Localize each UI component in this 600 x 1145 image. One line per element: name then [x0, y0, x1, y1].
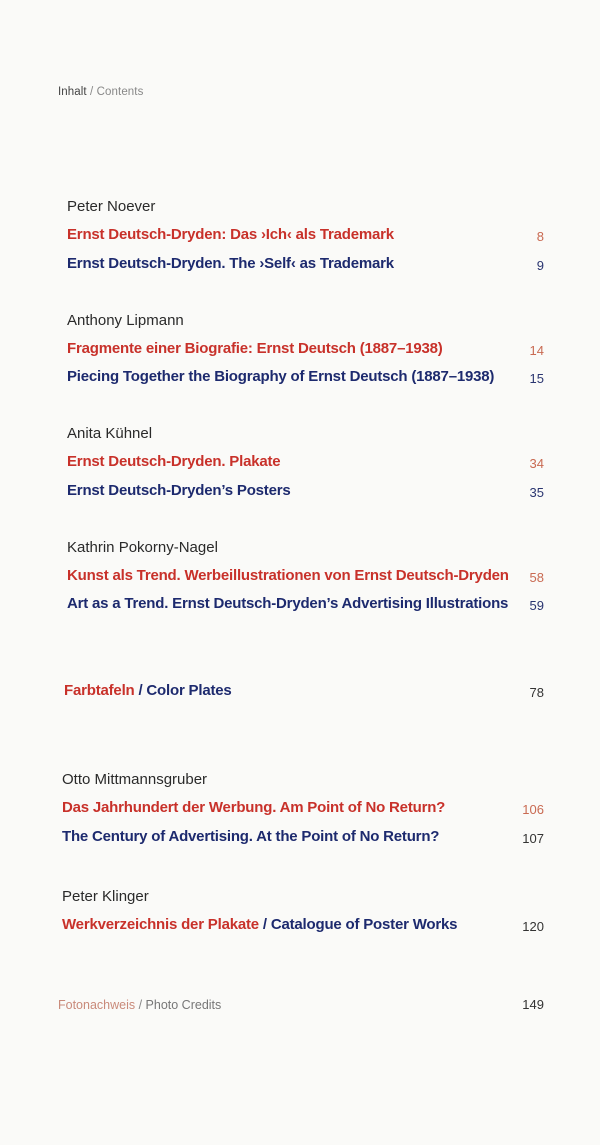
toc-entry-title: Fragmente einer Biografie: Ernst Deutsch (1887–1938) — [67, 340, 443, 357]
photo-credits-entry — [58, 998, 221, 1012]
photo-credits-de: Fotonachweis — [58, 998, 136, 1012]
author-name: Kathrin Pokorny-Nagel — [67, 539, 218, 556]
toc-entry-title: Das Jahrhundert der Werbung. Am Point of No Return? — [62, 799, 446, 816]
catalogue-en: Catalogue of Poster Works — [270, 916, 458, 933]
author-name: Anthony Lipmann — [67, 312, 184, 329]
toc-entry-title: The Century of Advertising. At the Point of No Return? — [62, 828, 440, 845]
color-plates-en: Color Plates — [146, 682, 232, 699]
photo-credits-en: Photo Credits — [145, 998, 222, 1012]
color-plates-separator: / — [134, 682, 147, 699]
toc-entry-title: Ernst Deutsch-Dryden’s Posters — [67, 482, 291, 499]
catalogue-separator: / — [258, 916, 271, 933]
toc-entry-page: 35 — [529, 485, 544, 500]
toc-entry-page: 9 — [536, 258, 544, 273]
author-name: Anita Kühnel — [67, 425, 153, 442]
header-en: Contents — [96, 86, 144, 98]
author-name: Peter Noever — [67, 198, 156, 215]
toc-entry-page: 59 — [529, 598, 544, 613]
photo-credits-page: 149 — [522, 997, 544, 1012]
toc-entry-title: Art as a Trend. Ernst Deutsch-Dryden’s Advertising Illustrations — [67, 595, 509, 612]
toc-entry-title: Ernst Deutsch-Dryden. The ›Self‹ as Trademark — [67, 255, 394, 272]
catalogue-page: 120 — [522, 919, 544, 934]
toc-entry-page: 107 — [522, 831, 544, 846]
toc-entry-title: Ernst Deutsch-Dryden. Plakate — [67, 453, 281, 470]
color-plates-de: Farbtafeln — [64, 682, 135, 699]
author-name: Peter Klinger — [62, 888, 149, 905]
header-de: Inhalt — [58, 86, 87, 98]
toc-entry-page: 34 — [529, 456, 544, 471]
author-name: Otto Mittmannsgruber — [62, 771, 208, 788]
color-plates-page: 78 — [529, 685, 544, 700]
toc-entry-title: Ernst Deutsch-Dryden: Das ›Ich‹ als Trademark — [67, 226, 394, 243]
page-header — [58, 86, 143, 98]
toc-entry-page: 8 — [536, 229, 544, 244]
catalogue-entry — [62, 916, 457, 933]
toc-entry-page: 15 — [529, 371, 544, 386]
toc-entry-page: 14 — [529, 343, 544, 358]
toc-entry-page: 106 — [522, 802, 544, 817]
toc-entry-title: Kunst als Trend. Werbeillustrationen von Ernst Deutsch-Dryden — [67, 567, 509, 584]
catalogue-de: Werkverzeichnis der Plakate — [62, 916, 259, 933]
header-separator: / — [86, 86, 97, 98]
color-plates-entry — [64, 682, 232, 699]
toc-entry-page: 58 — [529, 570, 544, 585]
toc-entry-title: Piecing Together the Biography of Ernst Deutsch (1887–1938) — [67, 368, 495, 385]
photo-credits-separator: / — [135, 998, 146, 1012]
